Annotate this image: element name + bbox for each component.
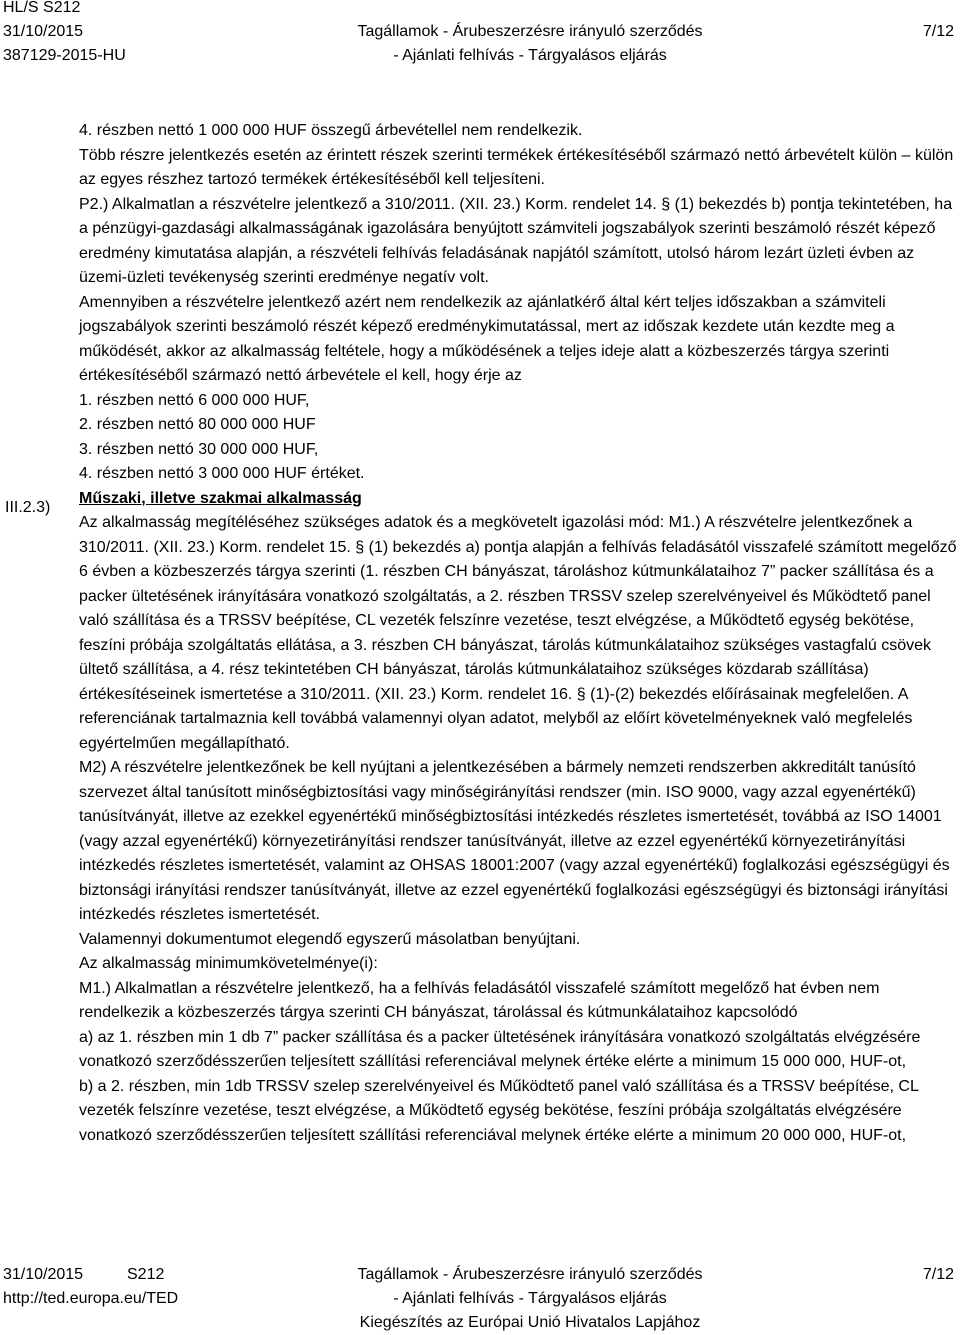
footer-title-line1: Tagállamok - Árubeszerzésre irányuló szerződés bbox=[357, 1266, 703, 1283]
header-row-1 bbox=[0, 0, 960, 20]
main-content bbox=[79, 119, 957, 1148]
footer-title-line2: - Ajánlati felhívás - Tárgyalásos eljárás bbox=[393, 1290, 667, 1307]
paragraph: M2) A részvételre jelentkezőnek be kell nyújtani a jelentkezésében a bármely nemzeti rendszerben akkreditált tanúsító szervezet által tanúsított minőségbiztosítási vagy minőségirányítási rendszer (min. ISO 9000, vagy azzal egyenértékű) tanúsítványát, illetve az ezekkel egyenértékű minőségbiztosítási intézkedés részletes ismertetését, továbbá az ISO 14001 (vagy azzal egyenértékű) környezetirányítási rendszer tanúsítványát, illetve az ezzel egyenértékű környezetirányítási intézkedés részletes ismertetését, valamint az OHSAS 18001:2007 (vagy azzal egyenértékű) foglalkozási egészségügyi és biztonsági irányítási rendszer tanúsítványát, illetve az ezzel egyenértékű foglalkozási egészségügyi és biztonsági irányítási intézkedés részletes ismertetését. bbox=[79, 759, 950, 923]
paragraph: Az alkalmasság megítéléséhez szükséges adatok és a megkövetelt igazolási mód: M1.) A részvételre jelentkezőnek a 310/2011. (XII. 23.) Korm. rendelet 15. § (1) bekezdés a) pontja alapján a felhívás feladásától visszafelé számított megelőző 6 évben a közbeszerzés tárgya szerinti (1. részben CH bányászat, tároláshoz kútmunkálataihoz 7” packer szállítása és a packer ültetésének irányítására vonatkozó szolgáltatás, a 2. részben TRSSV szelep szerelvényeivel és Működtető panel való szállítása és a TRSSV beépítése, CL vezeték felszínre vezetése, teszt elvégzése, a Működtető egység bekötése, feszíni próbája szolgáltatás ellátása, a 3. részben CH bányászat, tárolás kútmunkálataihoz szükséges vastagfalú csövek ültető szállítása, a 4. rész tekintetében CH bányászat, tárolás kútmunkálataihoz szükséges közdarab szállítása) értékesítéseinek ismertetése a 310/2011. (XII. 23.) Korm. rendelet 16. § (1)-(2) bekezdés előírásainak megfelelően. A referenciának tartalmaznia kell továbbá valamennyi olyan adatot, melyből az előírt követelményeknek való megfelelés egyértelműen megállapítható. bbox=[79, 514, 957, 752]
header-reference: 387129-2015-HU bbox=[3, 47, 126, 64]
header-date: 31/10/2015 bbox=[3, 23, 84, 40]
paragraph: Az alkalmasság minimumkövetelménye(i): bbox=[79, 955, 378, 972]
paragraph: Amennyiben a részvételre jelentkező azért nem rendelkezik az ajánlatkérő által kért teljes időszakban a számviteli jogszabályok szerinti beszámoló részét képező eredménykimutatással, mert az időszak kezdete után kezdte meg a működését, akkor az alkalmasság feltétele, hogy a működésének a teljes ideje alatt a közbeszerzés tárgya szerinti értékesítéséből származó nettó árbevétele el kell, hogy érje az bbox=[79, 293, 895, 384]
paragraph: P2.) Alkalmatlan a részvételre jelentkező a 310/2011. (XII. 23.) Korm. rendelet 14. § (1) bekezdés b) pontja tekintetében, ha a pénzügyi-gazdasági alkalmasságának igazolására benyújtott számviteli jogszabályok szerinti beszámoló részét képező eredmény kimutatása alapján, a részvételi felhívás feladásának napjától számított, utolsó három lezárt üzleti évben az üzemi-üzleti tevékenység szerinti eredménye negatív volt. bbox=[79, 195, 953, 286]
header-doc-id: HL/S S212 bbox=[3, 0, 81, 16]
section-heading: Műszaki, illetve szakmai alkalmasság bbox=[79, 489, 362, 507]
footer-title-line3: Kiegészítés az Európai Unió Hivatalos Lapjához bbox=[359, 1314, 701, 1331]
paragraph: M1.) Alkalmatlan a részvételre jelentkező, ha a felhívás feladásától visszafelé számított megelőző hat évben nem rendelkezik a közbeszerzés tárgya szerinti CH bányászat, tárolással és kútmunkálataihoz kapcsolódó bbox=[79, 979, 880, 1021]
paragraph: 4. részben nettó 1 000 000 HUF összegű árbevétellel nem rendelkezik. bbox=[79, 122, 583, 139]
paragraph: Valamennyi dokumentumot elegendő egyszerű másolatban benyújtani. bbox=[79, 930, 581, 948]
paragraph: 1. részben nettó 6 000 000 HUF, bbox=[79, 391, 310, 409]
footer-doc-code: S212 bbox=[127, 1266, 165, 1283]
footer-url-link[interactable]: http://ted.europa.eu/TED bbox=[3, 1290, 179, 1307]
paragraph: b) a 2. részben, min 1db TRSSV szelep szerelvényeivel és Működtető panel való szállítása és a TRSSV beépítése, CL vezeték felszínre vezetése, teszt elvégzése, a Működtető egység bekötése, feszíni próbája szolgáltatás elvégzésére vonatkozó szerződésszerűen teljesített szállítási referenciával melynek értéke elérte a minimum 20 000 000, HUF-ot, bbox=[79, 1077, 919, 1144]
footer-date: 31/10/2015 bbox=[3, 1266, 84, 1283]
header-title-line1: Tagállamok - Árubeszerzésre irányuló szerződés bbox=[357, 23, 703, 40]
paragraph: 2. részben nettó 80 000 000 HUF bbox=[79, 416, 316, 433]
header-title-line2: - Ajánlati felhívás - Tárgyalásos eljárás bbox=[393, 47, 667, 64]
paragraph: Több részre jelentkezés esetén az érintett részek szerinti termékek értékesítéséből származó nettó árbevételt külön – külön az egyes részhez tartozó termékek értékesítéséből kell teljesíteni. bbox=[79, 146, 954, 188]
paragraph: a) az 1. részben min 1 db 7” packer szállítása és a packer ültetésének irányítására vonatkozó szolgáltatás elvégzésére vonatkozó szerződésszerűen teljesített szállítási referenciával melynek értéke elérte a minimum 15 000 000, HUF-ot, bbox=[79, 1028, 921, 1070]
paragraph: 4. részben nettó 3 000 000 HUF értéket. bbox=[79, 465, 365, 482]
paragraph: 3. részben nettó 30 000 000 HUF, bbox=[79, 440, 319, 458]
footer-row-3 bbox=[0, 1311, 960, 1335]
header-page-number: 7/12 bbox=[922, 23, 954, 40]
footer-row-2 bbox=[0, 1287, 960, 1311]
header-row-2 bbox=[0, 20, 960, 44]
header-row-3 bbox=[0, 44, 960, 68]
footer-row-1 bbox=[0, 1263, 960, 1287]
footer-page-number: 7/12 bbox=[922, 1266, 954, 1283]
section-number: III.2.3) bbox=[5, 499, 51, 516]
